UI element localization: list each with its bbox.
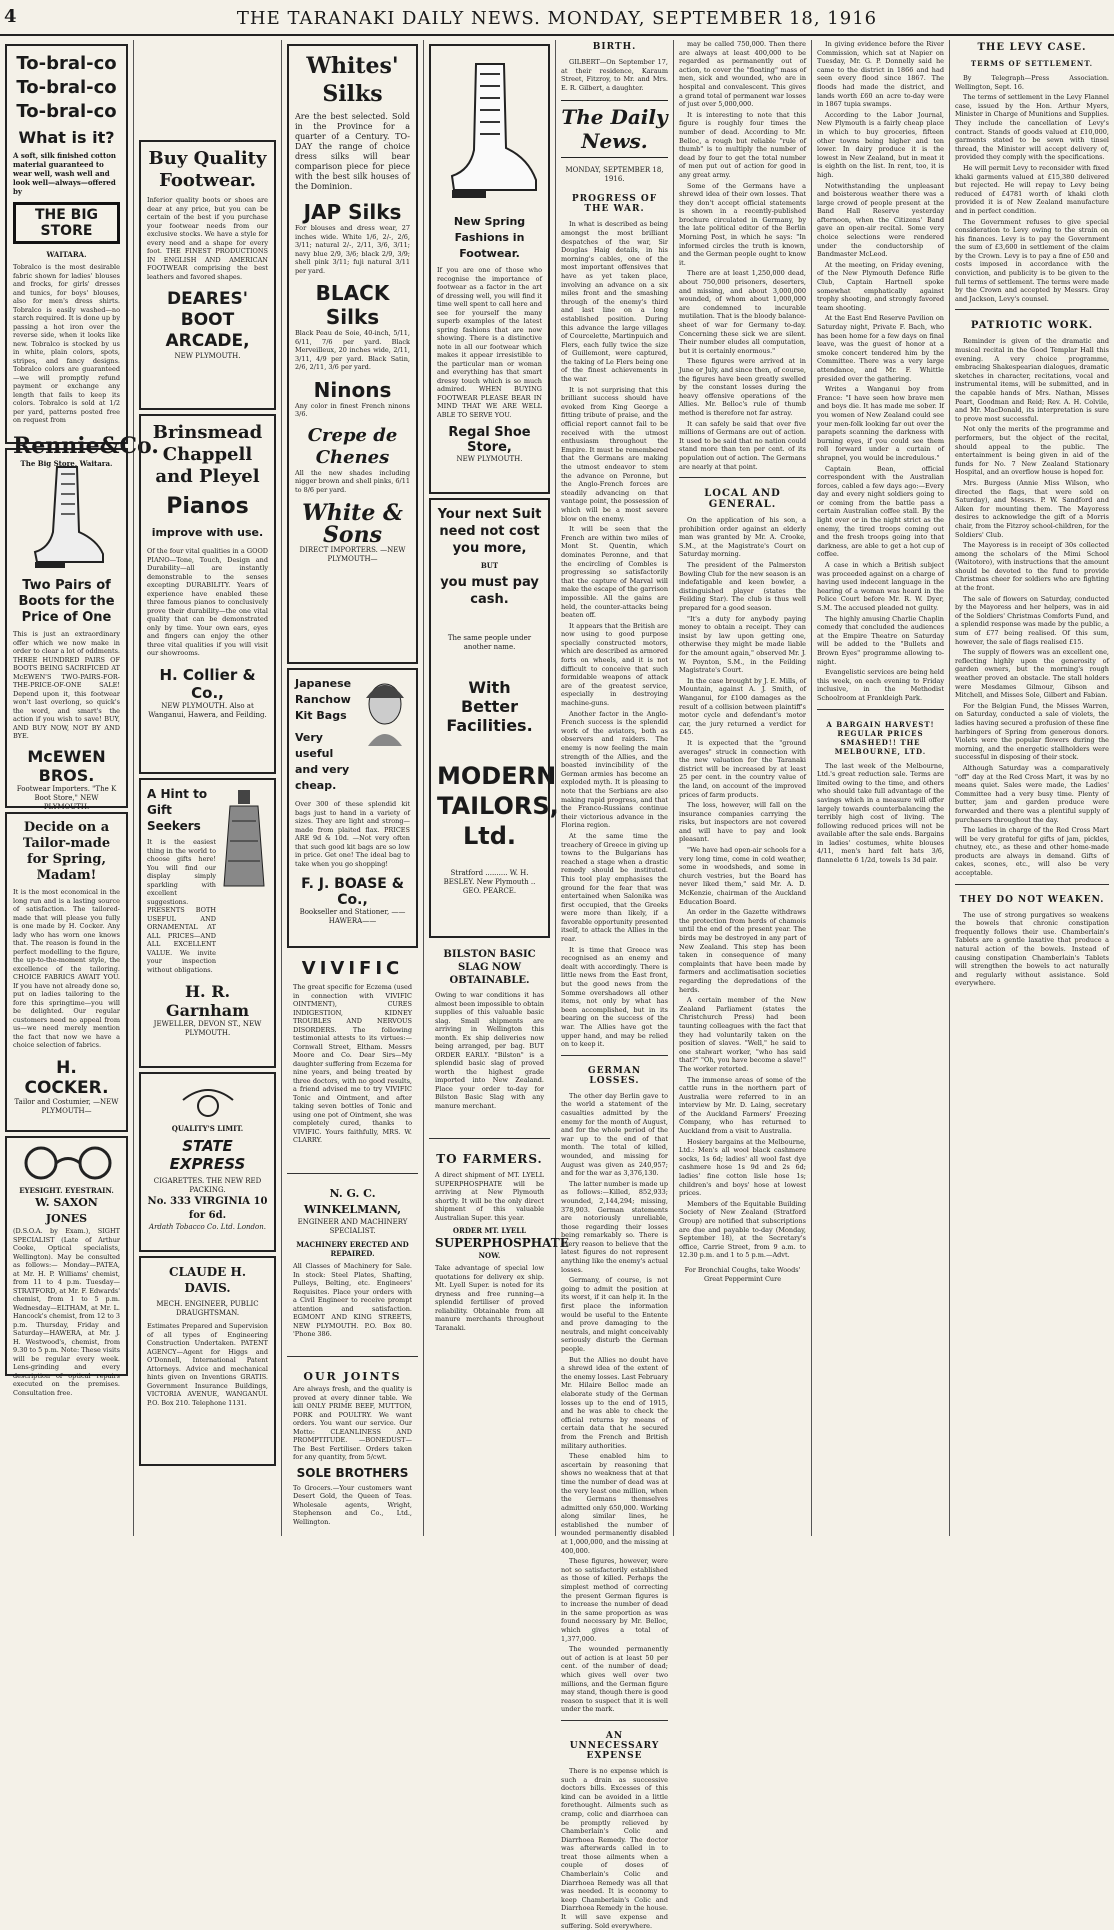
winkelmann-ad (287, 1180, 418, 1350)
cig-maker: Ardath Tobacco Co. Ltd. London. (149, 1223, 266, 1231)
tobralco-body: Tobralco is the most desirable fabric shown for ladies' blouses and frocks, for girls' dresses and tunics, for boys' blouses, also for men's dress shirts. Tobralco is easily washed—no starch required. It is done up by passing a hot iron over the reverse side, when it looks like new. Tobralco is stocked by us in white, plain colors, spots, stripes, and fancy designs. Tobralco colors are guaranteed—we will promptly refund payment or exchange any length that fails to keep its colors. Tobralco is sold at 1/2 per yard, patterns posted free on request from (13, 263, 120, 424)
sole-body: To Grocers.—Your customers want Desert Gold, the Queen of Teas. Wholesale agents, Wright, Stephenson and Co., Ltd., Wellington. (293, 1483, 412, 1526)
bargain-heading: A BARGAIN HARVEST! REGULAR PRICES SMASHED!! THE MELBOURNE, LTD. (826, 719, 935, 756)
losses-paragraph: But the Allies no doubt have a shrewd idea of the extent of the enemy losses. Last February Mr. Hilaire Belloc made an elaborate study of the German losses up to the end of 1915, and he was able to check the official returns by means of certain data that he secured from the French and British military authorities. (561, 1355, 668, 1450)
war-paragraph: It is not surprising that this brilliant success should have evoked from King George a fitting tribute of praise, and the official report cannot fail to be received with the utmost enthusiasm throughout the Empire. It must be remembered that the Germans are making the utmost endeavor to stem the advance on Peronne, but the Anglo-French forces are steadily advancing on that vantage point, the possession of which will be a most severe blow on the enemy. (561, 385, 668, 523)
local-paragraph: Members of the Equitable Building Society of New Zealand (Stratford Group) are notified that subscriptions are due and payable to-day (Monday, September 18), at the Secretary's office, Carrie Street, from 9 a.m. to 12.30 p.m. and 1 to 5 p.m.—Advt. (679, 1199, 806, 1260)
mcewen-logo: McEWEN BROS. (27, 746, 106, 785)
local-paragraph: "It's a duty for anybody paying money to obtain a receipt. They can insist by law upon getting one, otherwise they might be made liable for the amount again," observed Mr. J. W. Poynton, S.M., in the Feilding Magistrate's Court. (679, 614, 806, 675)
store-town: WAITARA. (46, 250, 87, 259)
winkelmann-name: N. G. C. WINKELMANN, (303, 1187, 402, 1216)
local-paragraph: An order in the Gazette withdraws the protection from herds of chamois until the end of the present year. The birds may be destroyed in any part of New Zealand. This step has been taken in consequence of many complaints that have been made by farmers and acclimatisation societies regarding the depredations of the herds. (679, 908, 806, 994)
boot-illustration (27, 462, 107, 572)
newspaper-title: THE TARANAKI DAILY NEWS. MONDAY, SEPTEMBER 18, 1916 (236, 8, 878, 29)
expense-paragraph: There is no expense which is such a drain as successive doctors bills. Excesses of this kind can be avoided in a little forethought. Ailments such as cramp, colic and diarrhoea can be promptly relieved by Chamberlain's Colic and Diarrhoea Remedy. The doctor was afterwards called in to treat those ailments when a couple of doses of Chamberlain's Colic and Diarrhoea Remedy was all that was needed. It is economy to keep Chamberlain's Colic and Diarrhoea Remedy in the house. It will save expense and suffering. Sold everywhere. (561, 1766, 668, 1930)
daily-news-logo: The Daily News. (561, 100, 668, 158)
continued-paragraph: It can safely be said that over five millions of Germans are out of action. It used to be said that no nation could stand more than ten per cent. of its population out of action. The Germans are nearly at that point. (679, 419, 806, 471)
bargain-paragraph: The last week of the Melbourne, Ltd.'s great reduction sale. Terms are limited owing to the time, and others who should take full advantage of the savings which in a measure will offer largely towards counterbalancing the terribly high cost of living. The following reduced prices will not be available after the sale ends. Bargains in ladies' costumes, white blouses 4/11, men's hard felt hats 3/6, flannelette 6 1/2d, towels 1s 3d pair. (817, 761, 944, 865)
davis-sub: MECH. ENGINEER, PUBLIC DRAUGHTSMAN. (156, 1300, 259, 1317)
patriotic-paragraph: Mrs. Burgess (Annie Miss Wilson, who directed the flags, that were sold on Saturday), and Messrs. P. W. Sandford and Aiken for mounting them. The Mayoress desires to acknowledge the gift of a Morris chair, from the Fitzroy school-children, for the Soldiers' Club. (955, 478, 1109, 539)
war-paragraph: It appears that the British are now using to good purpose specially constructed motors, which are described as armored forts on wheels, and it is not difficult to conceive that such formidable weapons of attack are of the greatest service, especially in destroying machine-guns. (561, 621, 668, 708)
war-heading: PROGRESS OF THE WAR. (571, 194, 658, 215)
gift-body: It is the easiest thing in the world to choose gifts here! You will find our display simply sparkling with excellent suggestions. PRESENTS BOTH USEFUL AND ORNAMENTAL AT ALL PRICES—AND ALL EXCELLENT VALUE. We invite your inspection without obligations. (147, 838, 216, 974)
cocker-sub: Tailor and Costumier, —NEW PLYMOUTH— (14, 1097, 119, 1115)
local-paragraph: The immense areas of some of the cattle runs in the northern part of Australia were referred to in an interview by Mr. D. Laing, secretary of the Auckland Farmers' Freezing Company, who has returned to Auckland from a visit to Australia. (679, 1075, 806, 1136)
losses-paragraph: The wounded permanently out of action is at least 50 per cent. of the number of dead; which gives well over two millions, and the German figure may stand, though there is good reason to suspect that it is well under the mark. (561, 1645, 668, 1714)
patriotic-paragraph: The ladies in charge of the Red Cross Mart will be very grateful for gifts of jam, pickles, chutney, etc., as these and other home-made products are always in demand. Gifts of cakes, scones, etc., will also be very acceptable. (955, 826, 1109, 878)
general-paragraph: The highly amusing Charlie Chaplin comedy that concluded the audiences at the Empire Theatre on Saturday will be added to the "Bullets and Brown Eyes" programme allowing to-night. (817, 614, 944, 666)
tailor-title: Decide on a Tailor-made for Spring, Madam! (22, 820, 111, 883)
mcewen-ad (5, 448, 128, 811)
mcewen-sub: Footwear Importers. "The K Boot Store," NEW PLYMOUTH. (16, 784, 117, 811)
column-2 (134, 40, 282, 1536)
collier-sub: NEW PLYMOUTH. Also at Wanganui, Hawera, and Feilding. (148, 701, 267, 719)
modern-tailors-ad (429, 498, 559, 938)
column-8 (950, 40, 1114, 1536)
garnham-ad (139, 778, 276, 1068)
regal-ad (429, 44, 550, 494)
now-heading: NOW. (478, 1251, 501, 1260)
war-paragraph: At the same time the treachery of Greece in giving up towns to the Bulgarians has reached a stage when a drastic remedy should be instituted. This tool play emphasises the ground for the fear that was entertained when Salonika was first occupied, that the Greeks were more than likely, if a favorable opportunity presented itself, to attack the Allies in the rear. (561, 831, 668, 944)
super-body: Take advantage of special low quotations for delivery ex ship. Mt. Lyell Super. is noted for its dryness and free running—a splendid fertiliser of proved reliability. Obtainable from all manure merchants throughout Taranaki. (435, 1264, 544, 1332)
pianos-heading: Pianos (166, 494, 249, 519)
garnham-logo: H. R. Garnham (165, 982, 250, 1020)
ninons-body: Any color in finest French ninons 3/6. (295, 401, 410, 418)
spectacles-icon (13, 1144, 123, 1182)
weaken-paragraph: The use of strong purgatives so weakens the bowels that chronic constipation frequently follows their use. Chamberlain's Tablets are a gentle laxative that produce a natural action of the bowels. Instead of causing constipation Chamberlain's Tablets will strengthen the bowels to act naturally and regularly without assistance. Sold everywhere. (955, 910, 1109, 988)
crepe-body: All the new shades including nigger brown and shell pinks, 6/11 to 8/6 per yard. (295, 468, 410, 494)
patriotic-paragraph: Not only the merits of the programme and performers, but the object of the recital, should appeal to the public. The entertainment is being given in aid of the funds for No. 7 New Zealand Stationary Hospital, and an overflow house is hoped for. (955, 425, 1109, 477)
general-paragraph: Evangelistic services are being held this week, on each evening to Friday inclusive, in the Methodist Schoolroom at Frankleigh Park. (817, 668, 944, 702)
general-paragraph: In giving evidence before the River Commission, which sat at Napier on Tuesday, Mr. G. P. Donnelly said he came to the district in 1866 and had seen every flood since 1867. The floods had made the district, and lands worth £60 an acre to-day were in 1867 tupia swamps. (817, 40, 944, 109)
column-7 (812, 40, 950, 1536)
buy-footwear-body: Inferior quality boots or shoes are dear at any price, but you can be certain of the best if you purchase your footwear needs from our exclusive stocks. We have a style for every need and a shape for every foot. THE FINEST PRODUCTIONS IN ENGLISH AND AMERICAN FOOTWEAR comprising the best leathers and favored shapes. (147, 196, 268, 281)
sole-logo: SOLE BROTHERS (296, 1465, 409, 1480)
bilston-body: Owing to war conditions it has almost been impossible to obtain supplies of this valuable basic slag. Small shipments are arriving in Wellington this month. Ex ship deliveries now being arranged, per bag. BUT ORDER EARLY. "Bilston" is a splendid basic slag of proved worth the highest grade imported into New Zealand. Place your order to-day for Bilston Basic Slag with any manure merchant. (435, 991, 544, 1110)
spring-title: New Spring Fashions in Footwear. (453, 215, 526, 260)
war-paragraph: In what is described as being amongst the most brilliant despatches of the war, Sir Douglas Haig details, in his morning's cables, one of the most important offensives that have as yet taken place, involving an advance on a six miles front and the smashing through of the enemy's third and last line on a long established position. During this advance the large villages of Courcelette, Martinpuich and Flers, each fully twice the size of Guillemont, were captured, the taking of Le Flers being one of the finest achievements in the war. (561, 220, 668, 384)
general-paragraph: Notwithstanding the unpleasant and boisterous weather there was a large crowd of people present at the Band Hall Reserve yesterday afternoon, when the Citizens' Band gave an open-air recital. Some very choice selections were rendered under the conductorship of Bandmaster McLeod. (817, 181, 944, 259)
deares-logo: DEARES' BOOT ARCADE, (165, 289, 250, 351)
jones-name: W. SAXON JONES (35, 1196, 98, 1225)
white-sons-logo: White & Sons (302, 500, 403, 548)
war-paragraph: It is time that Greece was recognised as an enemy and dealt with accordingly. There is little news from the East front, but the good news from the Somme overshadows all other items, not only by what has been accomplished, but in its bearing on the success of the war. The Allies have got the upper hand, and may be relied on to keep it. (561, 945, 668, 1049)
masthead (0, 0, 1114, 36)
collier-logo: H. Collier & Co., (159, 665, 256, 702)
boots-body: This is just an extraordinary offer which we now make in order to clear a lot of oddments. THREE HUNDRED PAIRS OF BOOTS BEING SACRIFICED AT McEWEN'S TWO-PAIRS-FOR-THE-PRICE-OF-ONE SALE! Depend upon it, this footwear won't last overlong, so quick's the word, and smart's the action if you wish to save! BUY, AND BUY NOW, NOT BY AND BYE. (13, 630, 120, 740)
sole-ad (287, 1363, 418, 1553)
continued-paragraph: There are at least 1,250,000 dead, about 750,000 prisoners, deserters, and missing, and about 3,000,000 wounded, of whom about 1,000,000 are condemned to incurable mutilation. That is the bloody balance-sheet of war for Germany to-day. Concerning these sick we are silent. Their number eludes all computation, but it is certainly enormous." (679, 269, 807, 355)
bilston-heading: BILSTON BASIC SLAG NOW OBTAINABLE. (443, 949, 536, 986)
general-paragraph: At the meeting, on Friday evening, of the New Plymouth Defence Rifle Club, Captain Hartnell spoke somewhat emphatically against trophy shooting, and strongly favored team shooting. (817, 260, 944, 312)
modern-sub: Stratford .......... W. H. BESLEY. New Plymouth .. GEO. PEARCE. (443, 869, 536, 895)
vivific-heading: VIVIFIC (301, 958, 404, 979)
local-paragraph: The loss, however, will fall on the insurance companies carrying the risks, but inspectors are not covered and will have to pay and look pleasant. (679, 801, 806, 844)
losses-paragraph: The latter number is made up as follows:—Killed, 852,933; wounded, 2,144,294; missing, 378,903. German statements are notoriously unreliable, those regarding their losses being remarkably so. There is every reason to believe that the latest figures do not represent anything like the enemy's actual losses. (561, 1179, 668, 1274)
rennie-sub: The Big Store, Waitara. (20, 458, 113, 468)
column-5 (556, 40, 674, 1930)
regal-logo: Regal Shoe Store, (448, 425, 531, 455)
patriotic-paragraph: Although Saturday was a comparatively "off" day at the Red Cross Mart, it was by no means quiet. Sales were made, the Ladies' Committee had a very busy time. Plenty of butter, jam and garden produce were forwarded and there was a plentiful supply of purchasers throughout the day. (955, 763, 1109, 824)
levy-paragraph: He will permit Levy to reconsider with fixed khaki garments valued at £15,380 delivered but rejected. He will repay to Levy being reduced of £4781 worth of khaki cloth provided it is of New Zealand manufacture and in perfect condition. (955, 163, 1109, 215)
editorial-date: MONDAY, SEPTEMBER 18, 1916. (565, 166, 664, 184)
whites-silks-ad (287, 44, 418, 664)
local-paragraph: The president of the Palmerston Bowling Club for the new season is an indefatigable and keen bowler, a distinguished player (states the Feilding Star). The club is thus well prepared for a good season. (679, 561, 806, 613)
general-paragraph: According to the Labor Journal, New Plymouth is a fairly cheap place in which to buy groceries, fifteen other towns being higher and ten lower. In dairy produce it is the lowest in New Zealand, but in meat it is eighth on the list. In rent, too, it is high. (817, 110, 944, 179)
white-sons-sub: DIRECT IMPORTERS. —NEW PLYMOUTH— (299, 546, 406, 563)
boase-logo: F. J. BOASE & Co., (301, 876, 404, 908)
deares-ad (139, 140, 276, 410)
column-3 (282, 40, 424, 1536)
local-paragraph: In the case brought by J. E. Mills, of Mountain, against A. J. Smith, of Wanganui, for £100 damages as the result of a collision between plaintiff's motor cycle and defendant's motor car, the jury returned a verdict for £45. (679, 676, 806, 737)
suit-same: The same people under another name. (447, 634, 532, 651)
boots-title: Two Pairs of Boots for the Price of One (18, 578, 115, 625)
jap-silks-heading: JAP Silks (303, 200, 402, 224)
spring-body: If you are one of those who recognise the importance of footwear as a factor in the art of dressing well, you will find it time well spent to call here and see for yourself the many superb examples of the latest spring fashions that are now showing. There is a distinctive note in all our footwear which makes it appear irresistible to the particular man or woman and everything has that smart dressy touch which is so much admired. WHEN BUYING FOOTWEAR PLEASE BEAR IN MIND THAT WE ARE WELL ABLE TO SERVE YOU. (437, 266, 542, 419)
regal-sub: NEW PLYMOUTH. (456, 455, 523, 463)
patriotic-paragraph: The sale of flowers on Saturday, conducted by the Mayoress and her helpers, was in aid of the Soldiers' Christmas Comforts Fund, and a splendid response was made by the public, a sum of £77 being realised. Of this sum, however, the sale of flags realised £15. (955, 594, 1109, 646)
portrait-illustration (360, 676, 410, 746)
tobralco-tagline: A soft, silk finished cotton material guaranteed to wear well, wash well and look well—always—offered by (13, 151, 116, 196)
cocker-ad (5, 812, 128, 1132)
eyesight-heading: EYESIGHT. EYESTRAIN. (19, 1186, 114, 1195)
suit-but: BUT (480, 561, 499, 570)
tobralco-line-1: To-bral-co (16, 53, 117, 74)
coughs-notice: For Bronchial Coughs, take Woods' Great Peppermint Cure (684, 1265, 801, 1283)
suit-heading-1: Your next Suit need not cost you more, (437, 507, 542, 556)
davis-body: Estimates Prepared and Supervision of all types of Engineering Construction Undertaken. PATENT AGENCY—Agent for Higgs and O'Donnell, International Patent Attorneys. Advice and mechanical hints given on Inventions GRATIS. Government Insurance Buildings, VICTORIA AVENUE, WANGANUI. P.O. Box 210. Telephone 1131. (147, 1322, 268, 1407)
joints-body: Are always fresh, and the quality is proved at every dinner table. We kill ONLY PRIME BEEF, MUTTON, PORK and POULTRY. We want orders. You want our service. Our Motto: CLEANLINESS AND PROMPTITUDE. —BONEDUST— The Best Fertiliser. Orders taken for any quantity, from 5/cwt. (293, 1385, 412, 1461)
joints-heading: OUR JOINTS (303, 1370, 402, 1383)
whites-title: Whites' Silks (306, 53, 399, 107)
weaken-heading: THEY DO NOT WEAKEN. (959, 894, 1105, 905)
losses-paragraph: Germany, of course, is not going to admit the position at its worst, if it can help it. In the first place the information would be useful to the Entente and prove damaging to the neutrals, and might conceivably seriously disturb the German people. (561, 1276, 668, 1353)
general-paragraph: At the East End Reserve Pavilion on Saturday night, Private F. Bach, who has been home for a few days on final leave, was the guest of honor at a smoke concert tendered him by the Committee. There was a very large attendance, and Mr. F. Whittle presided over the gathering. (817, 314, 944, 383)
farmers-ad (429, 1145, 569, 1425)
whites-body: Are the best selected. Sold in the Province for a quarter of a Century. TO-DAY the range of choice dress silks will bear comparison piece for piece with the best silk houses of the Dominion. (295, 112, 410, 191)
crest-icon (178, 1080, 238, 1120)
levy-paragraph: By Telegraph—Press Association. Wellington, Sept. 16. (955, 74, 1109, 91)
birth-notice: GILBERT—On September 17, at their residence, Karaum Street, Fitzroy, to Mr. and Mrs. E. R. Gilbert, a daughter. (561, 58, 668, 92)
local-paragraph: Hosiery bargains at the Melbourne, Ltd.: Men's all wool black cashmere socks, 1s 6d; ladies' all wool fast dye cashmere hose 1s 9d and 2s 6d; ladies' fine cotton lisle hose 1s; children's and boys' hose at lowest prices. (679, 1137, 806, 1198)
losses-paragraph: These enabled him to ascertain by reasoning that shows no weakness that at that time the number of dead was at the very least one million, when the Germans themselves admitted only 650,000. Working along similar lines, he established the number of wounded permanently disabled at 1,000,000, and the missing at 400,000. (561, 1452, 668, 1555)
vivific-body: The great specific for Eczema (used in connection with VIVIFIC OINTMENT), CURES INDIGESTION, KIDNEY TROUBLES AND NERVOUS DISORDERS. The following testimonial attests to its virtues:— Cornwall Street, Eltham. Messrs Moore and Co. Dear Sirs—My daughter suffering from Eczema for nine years, and being treated by three doctors, with no good results, a friend advised me to try VIVIFIC Tonic and Ointment, and after taking seven bottles of Tonic and using one pot of Ointment, she was completely cured, thanks to VIVIFIC. Yours faithfully, MRS. W. CLARRY. (293, 983, 412, 1144)
boase-sub: Bookseller and Stationer, ——HAWERA—— (299, 908, 406, 925)
cig-number: No. 333 VIRGINIA 10 for 6d. (147, 1196, 268, 1221)
general-paragraph: Captain Bean, official correspondent with the Australian forces, cabled a few days ago:—Every day and every night soldiers going to or coming from the battle pass a certain Australian coffee stall. By the light over or in the night strict as the enemy, the tired troops coming out and the fresh troops going into that darkness, are able to get a hot cup of coffee. (817, 464, 944, 559)
what-is-it: What is it? (18, 128, 115, 147)
general-paragraph: A case in which a British subject was proceeded against on a charge of having used indecent language in the hearing of a woman was heard in the Police Court before Mr. R. W. Dyer, S.M. The accused pleaded not guilty. (817, 561, 944, 612)
farmers-heading: TO FARMERS. (436, 1152, 543, 1166)
machinery-body: All Classes of Machinery for Sale. In stock: Steel Plates, Shafting, Pulleys, Belting, etc. Engineers' Requisites. Place your orders with a Civil Engineer to receive prompt attention and satisfaction. EGMONT AND KING STREETS, NEW PLYMOUTH. P.O. Box 80. 'Phone 386. (293, 1262, 412, 1338)
column-6 (674, 40, 812, 1536)
buy-footwear-title: Buy Quality Footwear. (148, 148, 267, 191)
losses-paragraph: These figures, however, were not so satisfactorily established as those of killed. Perhaps the simplest method of correcting the present German figures is to increase the number of dead in the same proportion as was found necessary by Mr. Belloc, which gives a total of 1,377,000. (561, 1557, 668, 1643)
cig-sub: CIGARETTES. THE NEW RED PACKING. (153, 1177, 262, 1194)
continued-paragraph: These figures were arrived at in June or July, and since then, of course, the figures have been greatly swelled by the constant losses during the heavy offensive operations of the Allies. Mr. Belloc's rule of thumb method is therefore not far astray. (679, 357, 806, 417)
spring-boot-illustration (440, 58, 540, 208)
black-silks-heading: BLACK Silks (315, 281, 390, 329)
column-4 (424, 40, 569, 1536)
war-paragraph: It will be seen that the French are within two miles of Mont St. Quentin, which dominates Peronne, and that the encircling of Combles is progressing so satisfactorily that the capture of Marval will make the escape of the garrison impossible. All the gains are held, the counter-attacks being beaten off. (561, 525, 668, 620)
cig-top: QUALITY'S LIMIT. (171, 1124, 244, 1133)
expense-heading: AN UNNECESSARY EXPENSE (569, 1730, 660, 1761)
cocker-logo: H. COCKER. (24, 1057, 109, 1098)
tobralco-ad (5, 44, 159, 468)
rennie-logo: Rennie&Co. (13, 432, 159, 459)
patriotic-paragraph: For the Belgian Fund, the Misses Warren, on Saturday, conducted a sale of violets, the ladies having secured a profusion of these fine harbingers of Spring from generous donors. Violets were the popular flowers during the morning, and the energetic stallholders were successful in disposing of their stock. (955, 701, 1109, 762)
patriotic-paragraph: The Mayoress is in receipt of 30s collected among the scholars of the Mimi School (Waitotoro), with instructions that the amount should be devoted to the fund to provide Christmas cheer for soldiers who are fighting at the front. (955, 541, 1109, 593)
with-heading: With (468, 678, 511, 697)
tobralco-line-3: To-bral-co (16, 101, 117, 122)
birth-heading: BIRTH. (592, 42, 637, 52)
big-store-logo: THE BIG STORE (13, 202, 120, 244)
davis-name: CLAUDE H. DAVIS. (168, 1265, 246, 1295)
levy-subheading: TERMS OF SETTLEMENT. (970, 59, 1094, 68)
local-paragraph: It is expected that the "ground averages" struck in connection with the new valuation for the Taranaki district will be increased by at least 25 per cent. in the country value of the land, on account of the improved prices of farm products. (679, 738, 806, 799)
ninons-heading: Ninons (313, 377, 392, 402)
machinery-heading: MACHINERY ERECTED AND REPAIRED. (296, 1240, 409, 1258)
better-heading: Better Facilities. (446, 697, 533, 735)
patriotic-paragraph: The supply of flowers was an excellent one, reflecting highly upon the generosity of garden owners, but the morning's rough weather proved an obstacle. The stall holders were Mesdames Gilmour, Gibson and Mitchell, and Misses Sole, Gilbert and Fabian. (955, 648, 1109, 700)
jap-silks-body: For blouses and dress wear, 27 inches wide. White 1/6, 2/-, 2/6, 3/11; natural 2/-, 2/11, 3/6, 3/11; navy blue 2/9, 3/6; black 2/9, 3/9; shell pink 3/11; fuji natural 3/11 per yard. (295, 224, 410, 275)
kit-tagline: Very useful and very cheap. (295, 731, 350, 792)
local-paragraph: On the application of his son, a prohibition order against an elderly man was granted by Mr. A. Crooke, S.M., at the Magistrate's Court on Saturday morning. (679, 516, 806, 559)
local-heading: LOCAL AND GENERAL. (704, 488, 781, 511)
deares-sub: NEW PLYMOUTH. (174, 352, 241, 360)
brinsmead-title: Brinsmead Chappell and Pleyel (152, 422, 263, 487)
losses-heading: GERMAN LOSSES. (587, 1065, 642, 1086)
collier-ad (139, 414, 276, 774)
gift-title: A Hint to Gift Seekers (147, 787, 208, 833)
local-paragraph: A certain member of the New Zealand Parliament (states the Christchurch Press) had been taunting colleagues with the fact that they had voluntarily taken on the position of slaves. "Well," he said to one stalwart worker, "who has said that?" "Oh, you have become a slave!" The worker retorted. (679, 996, 806, 1073)
crepe-heading: Crepe de Chenes (307, 424, 398, 468)
continued-paragraph: It is interesting to note that this figure is roughly four times the number of dead. According to Mr. Belloc, a rough but reliable "rule of thumb" is to multiply the number of dead by four to get the total number of men put out of action for good in any great army. (679, 110, 806, 179)
general-paragraph: Writes a Wanganui boy from France: "I have seen how brave men and boys die. It has made me sober. If you women of New Zealand could see your men-folk looking far out over the parapets scanning the darkness with burning eyes, if you could see them roll forward under a curtain of shrapnel, you would be incredulous." (817, 385, 944, 462)
state-express-ad (139, 1072, 276, 1252)
levy-paragraph: The Government refuses to give special consideration to Levy owing to the strain on his finances. Levy is to pay the Government the sum of £3,600 in settlement of the claim by the Crown. Levy is to pay a fine of £50 and costs imposed in accordance with the conviction, and publicity is to be given to the full terms of settlement. The terms were made by the Crown and accepted by Messrs. Gray and Jackson, Levy's counsel. (955, 217, 1109, 303)
bilston-ad (429, 942, 550, 1132)
war-paragraph: Another factor in the Anglo-French success is the splendid work of the aviators, both as observers and raiders. The enemy is now feeling the main strength of the Allies, and the boasted invincibility of the German armies has become an exploded myth. It is pleasing to note that the Serbians are also making rapid progress, and that the Franco-Russians continue their victorious advance in the Florina region. (561, 709, 668, 830)
perfume-bottle-illustration (220, 786, 268, 896)
kit-bags-title: Japanese Ranchow Kit Bags (295, 677, 352, 722)
farmers-body: A direct shipment of MT. LYELL SUPERPHOSPHATE will be arriving at New Plymouth shortly. It will be the only direct shipment of this valuable Australian Super. this year. (435, 1171, 544, 1222)
cig-brand: STATE EXPRESS (169, 1137, 246, 1173)
black-silks-body: Black Peau de Soie, 40-inch, 5/11, 6/11, 7/6 per yard. Black Merveilleux, 20 inches wide, 2/11, 3/11, 4/9 per yard. Black Satin, 2/6, 2/11, 3/6 per yard. (295, 329, 410, 371)
winkelmann-sub: ENGINEER AND MACHINERY SPECIALIST. (297, 1218, 408, 1235)
tobralco-line-2: To-bral-co (16, 77, 117, 98)
boase-ad (287, 668, 418, 948)
tailor-body: It is the most economical in the long run and is a lasting source of satisfaction. The tailored-made that will please you fully is one made by H. Cocker. Any lady who has worn one knows that. The reason is found in the perfect modelling to the figure, the up-to-the-moment style, the excellence of the tailoring. CHOICE FABRICS AWAIT YOU. If you have not already done so, put on ladies tailoring to the fore this springtime—you will be delighted. Our regular customers need no appeal from us—we need merely mention the fact that now we have a choice selection of fabrics. (13, 888, 120, 1049)
patriotic-heading: PATRIOTIC WORK. (970, 320, 1094, 332)
suit-heading-2: you must pay cash. (440, 575, 539, 607)
davis-ad (139, 1256, 276, 1466)
patriotic-paragraph: Reminder is given of the dramatic and musical recital in the Good Templar Hall this evening. A very choice programme, embracing Shakespearian dialogues, dramatic sketches in character, recitations, vocal and instrumental items, will be submitted, and in the capable hands of Mrs. Nathan, Misses Peart, Goodman and Reid; Rev. A. H. Colvile, and Mr. MacDonald, its interpretation is sure to prove most successful. (955, 337, 1109, 423)
continued-paragraph: may be called 750,000. Then there are always at least 400,000 to be regarded as permanently out of action, to cover the "floating" mass of men, sick and wounded, who are in hospital and convalescent. This gives a grand total of permanent war losses of just over 5,000,000. (679, 40, 806, 109)
vivific-ad (287, 952, 418, 1167)
page-number: 4 (4, 6, 18, 27)
kit-body: Over 300 of these splendid kit bags just to hand in a variety of sizes. They are light and strong—made from plaited flax. PRICES ARE 9d & 10d. —Not very often that such good kit bags are so low in price. Get one! The ideal bag to take when you go shopping! (295, 800, 410, 868)
levy-heading: THE LEVY CASE. (977, 42, 1087, 53)
losses-paragraph: The other day Berlin gave to the world a statement of the casualties admitted by the enemy for the month of August, and for the whole period of the war up to the end of that month. The total of killed, wounded, and missing for August was given as 240,957; and for the war as 3,376,130. (561, 1091, 668, 1178)
column-1 (0, 40, 159, 1536)
levy-paragraph: The terms of settlement in the Levy Flannel case, issued by the Hon. Arthur Myers, Minister in Charge of Munitions and Supplies. They include the cancellation of Levy's contract. Stands of goods valued at £10,000, garments stated to be sewn with tinsel thread, the Minister will accept delivery of, provided they comply with the specifications. (955, 93, 1109, 162)
superphosphate-heading: SUPERPHOSPHATE (435, 1236, 569, 1250)
garnham-sub: JEWELLER, DEVON ST., NEW PLYMOUTH. (153, 1020, 262, 1037)
piano-body: Of the four vital qualities in a GOOD PIANO—Tone, Touch, Design and Durability—all are instantly demonstrable to the senses excepting DURABILITY. Years of experience have enabled these three famous pianos to conclusively prove their durability—the one vital quality that can be demonstrated only by time. Your own ears, eyes and fingers can enjoy the other three vital qualities if you will visit our showrooms. (147, 547, 268, 657)
jones-body: (D.S.O.A. by Exam.), SIGHT SPECIALIST (Late of Arthur Cooke, Optical specialists, Wellington). May be consulted as follows:— Monday—PATEA, at Mr. H. P. Williams' chemist, from 11 to 4 p.m. Tuesday—STRATFORD, at Mr. F. Edwards' chemist, from 1 to 5 p.m. Wednesday—ELTHAM, at Mr. L. Hancock's chemist, from 12 to 3 p.m. Thursday, Friday and Saturday—HAWERA, at Mr. J. H. Westwood's, chemist, from 9.30 to 5 p.m. Note: These visits will be regular every week. Lens-grinding and every description of optical repairs executed on the premises. Consultation free. (13, 1227, 120, 1397)
continued-paragraph: Some of the Germans have a shrewd idea of their own losses. That they don't accept official statements is shown in a recently-published brochure circulated in Germany, by the late political editor of the Berlin Morning Post, in which he says: "In informed circles the truth is known, and the German people ought to know it. (679, 181, 806, 267)
order-heading: ORDER MT. LYELL (452, 1226, 527, 1235)
improve-heading: improve with use. (151, 526, 264, 539)
jones-ad (5, 1136, 128, 1397)
modern-logo: MODERN TAILORS, Ltd. (437, 762, 559, 850)
local-paragraph: "We have had open-air schools for a very long time, come in cold weather, some in woodsheds, and some in church vestries, but the Board has never liked them," said Mr. A. D. McKenzie, chairman of the Auckland Education Board. (679, 846, 806, 906)
